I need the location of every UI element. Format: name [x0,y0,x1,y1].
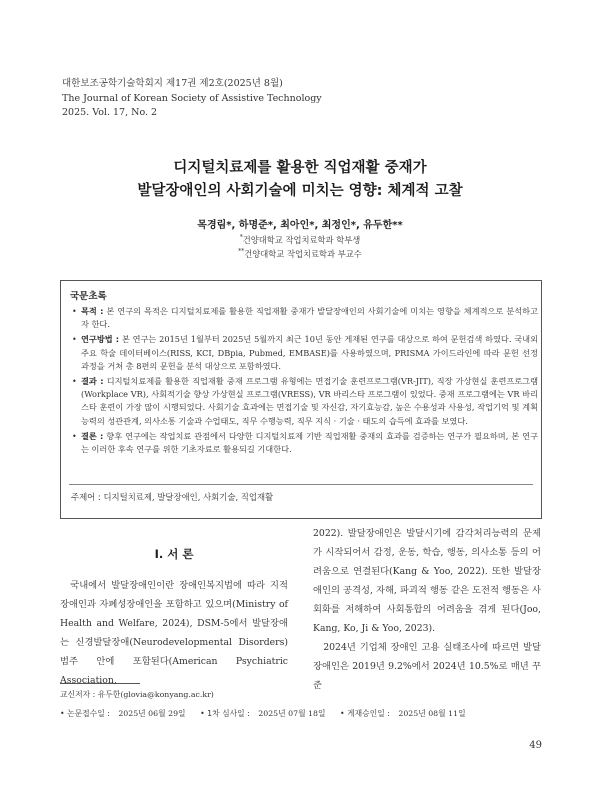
affiliation-2-text: 건양대학교 작업치료학과 부교수 [244,249,362,260]
abstract-methods-label: 연구방법 : [81,334,119,345]
corresponding-author [60,689,214,700]
paper-title-line-1: 디지털치료제를 활용한 직업재활 중재가 [173,160,427,176]
abstract-items [72,305,538,458]
journal-header [62,77,322,121]
affiliation-1-mark: * [239,234,243,241]
date-accepted [340,709,472,718]
date-reviewed-label: • 1차 심사일 : [200,709,250,718]
corresponding-author-label: 교신저자 : [60,690,96,699]
date-received-value: 2025년 06월 29일 [118,709,186,718]
paper-title [0,157,600,203]
date-received-label: • 논문접수일 : [60,709,110,718]
page-number: 49 [529,740,542,751]
submission-dates [60,708,478,719]
abstract-purpose-text: 본 연구의 목적은 디지털치료제를 활용한 직업재활 중재가 발달장애인의 사회기술에 미치는 영향을 체계적으로 분석하고자 한다. [81,306,538,330]
date-accepted-value: 2025년 08월 11일 [398,709,466,718]
abstract-results [72,375,538,428]
affiliation-2-mark: ** [238,248,245,256]
abstract-conclusion-text: 향후 연구에는 작업치료 관점에서 다양한 디지털치료제 기반 직업재활 중재의 효과를 검증하는 연구가 필요하며, 본 연구는 이러한 후속 연구를 위한 기초자료로 활용되길 기대한다. [81,430,538,455]
keywords-text: 디지털치료제, 발달장애인, 사회기술, 직업재활 [103,492,274,502]
journal-volume: 2025. Vol. 17, No. 2 [62,107,158,118]
affiliations [0,232,600,261]
abstract-heading: 국문초록 [70,291,107,302]
body-left-column: 국내에서 발달장애인이란 장애인복지법에 따라 지적장애인과 자폐성장애인을 포함하고 있으며(Ministry of Health and Welfare, 2024), DSM-5에서 발달장애는 신경발달장애(Neurodevelopmental Disorders) 범주 안에 포함된다(American Psychiatric Association, [60,580,288,686]
abstract-conclusion-label: 결론 : [81,430,104,441]
body-right-paragraph-2: 2024년 기업체 장애인 고용 실태조사에 따르면 발달장애인은 2019년 9.2%에서 2024년 10.5%로 매년 꾸준 [313,642,541,691]
date-received [60,709,192,718]
abstract-methods-text: 본 연구는 2015년 1월부터 2025년 5월까지 최근 10년 동안 게재된 연구를 대상으로 하여 문헌검색 하였다. 국내외 주요 학술 데이터베이스(RISS, KCI, DBpia, Pubmed, EMBASE)를 사용하였으며, PRISMA 가이드라인에 따라 문헌 선정 과정을 거쳐 총 8편의 문헌을 분석 대상으로 포함하였다. [81,334,538,371]
corresponding-author-text: 유두한(glovia@konyang.ac.kr) [97,690,214,699]
journal-name-korean: 대한보조공학기술학회지 제17권 제2호(2025년 8월) [62,78,283,89]
journal-name-english: The Journal of Korean Society of Assistive Technology [62,92,322,104]
date-accepted-label: • 게재승인일 : [340,709,390,718]
abstract-purpose-label: 목적 : [81,306,104,316]
keywords [71,491,273,503]
affiliation-1-text: 건양대학교 작업치료학과 학부생 [242,234,361,245]
paper-title-line-2: 발달장애인의 사회기술에 미치는 영향: 체계적 고찰 [137,183,463,199]
abstract-purpose [72,305,538,331]
section-heading-introduction: Ⅰ. 서 론 [154,547,194,561]
abstract-conclusion [72,430,538,456]
abstract-results-text: 디지털치료제를 활용한 직업재활 중재 프로그램 유형에는 면접기술 훈련프로그램(VR-JIT), 직장 가상현실 훈련프로그램(Workplace VR), 사회적기술 향상 가상현실 프로그램(VRESS), VR 바리스타 프로그램이 있었다. 중재 프로그램에는 VR 바리스타 훈련이 가장 많이 시행되었다. 사회기술 효과에는 면접기술 및 자신감, 자기효능감, 높은 수용성과 사용성, 작업기억 및 계획능력의 성관관계, 의사소통 기술과 수업태도, 직무 수행능력, 직무 지식 · 기술 · 태도의 습득에 효과를 보였다. [81,376,538,426]
body-right-paragraph-1: 2022). 발달장애인은 발달시기에 감각처리능력의 문제가 시작되어서 감정, 운동, 학습, 행동, 의사소통 등의 어려움으로 연결된다(Kang & Yoo, 2022). 또한 발달장애인의 공격성, 자해, 파괴적 행동 같은 도전적 행동은 사회화를 저해하여 사회통합의 어려움을 겪게 된다(Joo, Kang, Ko, Ji & Yoo, 2023). [313,528,541,634]
date-reviewed-value: 2025년 07월 18일 [258,709,326,718]
body-right-column [313,524,541,695]
affiliation-1 [0,232,600,246]
footnote-divider [60,683,140,684]
keywords-divider [69,484,533,485]
keywords-label: 주제어 : [71,492,101,502]
abstract-methods [72,333,538,373]
abstract-results-label: 결과 : [81,376,104,387]
affiliation-2 [0,246,600,260]
date-reviewed [200,709,331,718]
author-list: 목경림*, 하명준*, 최아인*, 최정인*, 유두한** [197,220,403,231]
